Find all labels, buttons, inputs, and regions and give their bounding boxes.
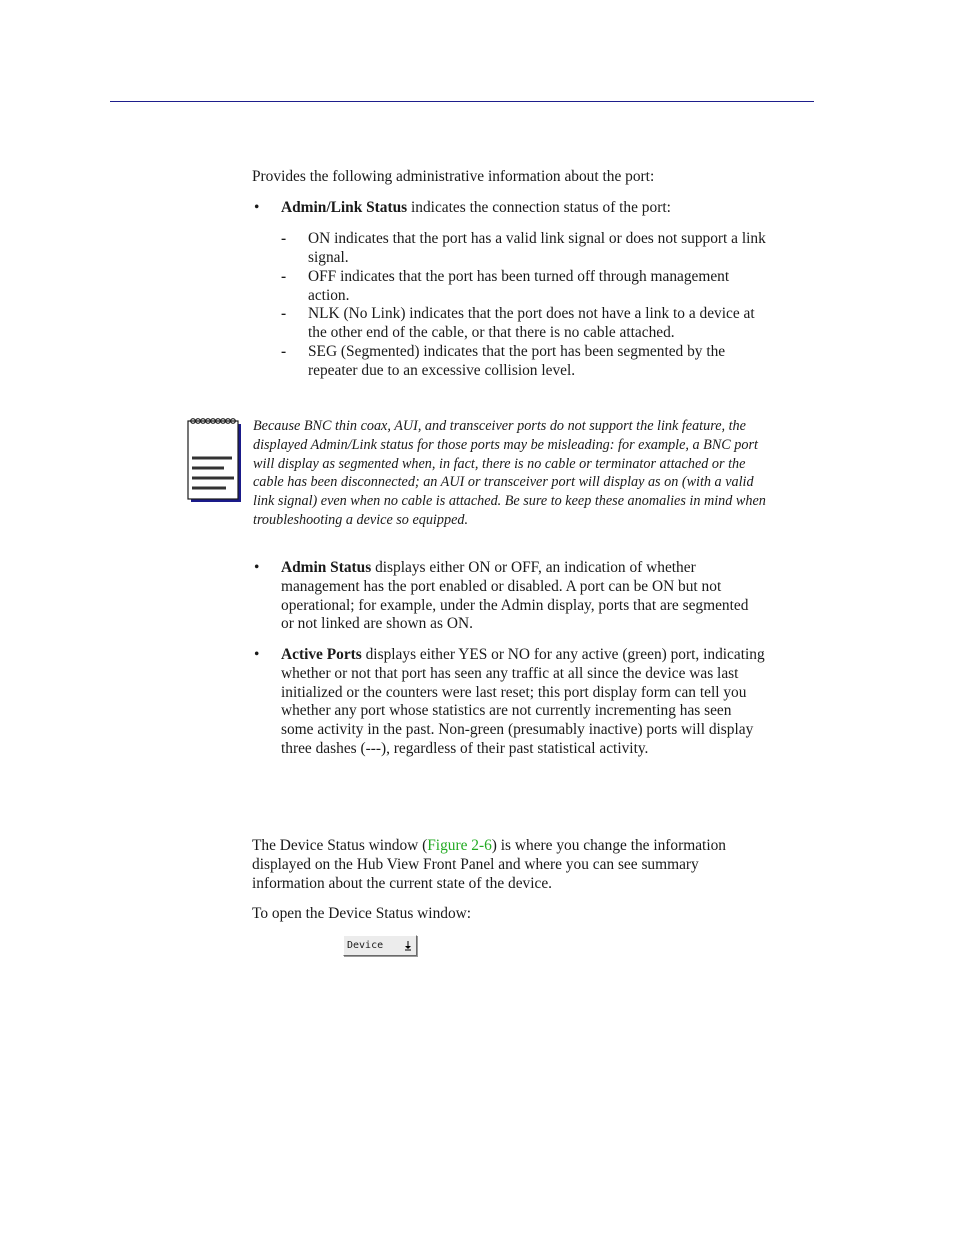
header-rule bbox=[110, 101, 814, 102]
note-line: link signal) even when no cable is attached. Be sure to keep these anomalies in mind when bbox=[253, 493, 766, 510]
dash-item-nlk bbox=[308, 305, 818, 343]
dash-item-line: OFF indicates that the port has been turned off through management bbox=[308, 268, 730, 285]
dash-marker: - bbox=[281, 305, 287, 322]
bullet-marker: • bbox=[254, 199, 260, 216]
note-line: cable has been disconnected; an AUI or transceiver port will display as on (with a valid bbox=[253, 474, 754, 491]
device-menu-button[interactable] bbox=[343, 935, 417, 956]
bullet-line: whether or not that port has seen any traffic at all since the device was last bbox=[281, 664, 739, 682]
figure-link[interactable]: Figure 2-6 bbox=[427, 837, 492, 854]
dash-item-line: ON indicates that the port has a valid link signal or does not support a link bbox=[308, 230, 766, 247]
bullet-marker: • bbox=[254, 559, 260, 576]
dash-marker: - bbox=[281, 230, 287, 247]
dash-item-seg bbox=[308, 343, 818, 381]
device-button-label: Device bbox=[347, 940, 384, 951]
bullet-line: some activity in the past. Non-green (presumably inactive) ports will display bbox=[281, 721, 754, 739]
open-instructions: To open the Device Status window: bbox=[252, 905, 472, 922]
device-status-pre: The Device Status window ( bbox=[252, 837, 428, 854]
admin-status-desc: displays either ON or OFF, an indication of whether bbox=[371, 559, 696, 576]
bullet-line: operational; for example, under the Admin display, ports that are segmented bbox=[281, 596, 749, 614]
dash-item-line: the other end of the cable, or that there is no cable attached. bbox=[308, 323, 675, 341]
note-line: Because BNC thin coax, AUI, and transceiver ports do not support the link feature, the bbox=[253, 418, 746, 434]
note-line: will display as segmented when, in fact, there is no cable or terminator attached or the bbox=[253, 455, 746, 472]
active-ports-term: Active Ports bbox=[281, 646, 362, 663]
device-status-line: displayed on the Hub View Front Panel and where you can see summary bbox=[252, 855, 699, 873]
bullet-line: initialized or the counters were last reset; this port display form can tell you bbox=[281, 683, 747, 701]
dash-marker: - bbox=[281, 268, 287, 285]
dash-marker: - bbox=[281, 343, 287, 360]
bullet-line: management has the port enabled or disabled. A port can be ON but not bbox=[281, 577, 722, 595]
active-ports-bullet bbox=[281, 646, 815, 759]
active-ports-desc: displays either YES or NO for any active (green) port, indicating bbox=[361, 646, 765, 663]
note-line: displayed Admin/Link status for those ports may be misleading: for example, a BNC port bbox=[253, 436, 758, 453]
device-status-paragraph bbox=[252, 837, 817, 893]
dash-item-line: SEG (Segmented) indicates that the port has been segmented by the bbox=[308, 343, 726, 360]
dash-item-line: signal. bbox=[308, 248, 349, 266]
device-status-post: ) is where you change the information bbox=[491, 837, 727, 854]
device-status-line: information about the current state of the device. bbox=[252, 874, 553, 892]
down-arrow-icon bbox=[404, 936, 412, 955]
bullet-line: three dashes (---), regardless of their past statistical activity. bbox=[281, 739, 649, 757]
dash-item-line: repeater due to an excessive collision level. bbox=[308, 361, 576, 379]
note-text bbox=[253, 417, 818, 530]
dash-item-on bbox=[308, 230, 818, 268]
admin-link-term: Admin/Link Status bbox=[281, 199, 408, 216]
admin-link-desc: indicates the connection status of the port: bbox=[407, 199, 671, 216]
note-line: troubleshooting a device so equipped. bbox=[253, 511, 469, 528]
admin-link-bullet bbox=[281, 199, 815, 218]
dash-item-line: NLK (No Link) indicates that the port does not have a link to a device at bbox=[308, 305, 755, 322]
intro-text: Provides the following administrative information about the port: bbox=[252, 168, 655, 185]
dash-item-line: action. bbox=[308, 286, 350, 304]
bullet-marker: • bbox=[254, 646, 260, 663]
note-icon bbox=[186, 418, 242, 502]
dash-item-off bbox=[308, 268, 818, 306]
bullet-line: or not linked are shown as ON. bbox=[281, 615, 473, 633]
bullet-line: whether any port whose statistics are not currently incrementing has seen bbox=[281, 702, 732, 720]
admin-status-bullet bbox=[281, 559, 815, 634]
admin-status-term: Admin Status bbox=[281, 559, 372, 576]
